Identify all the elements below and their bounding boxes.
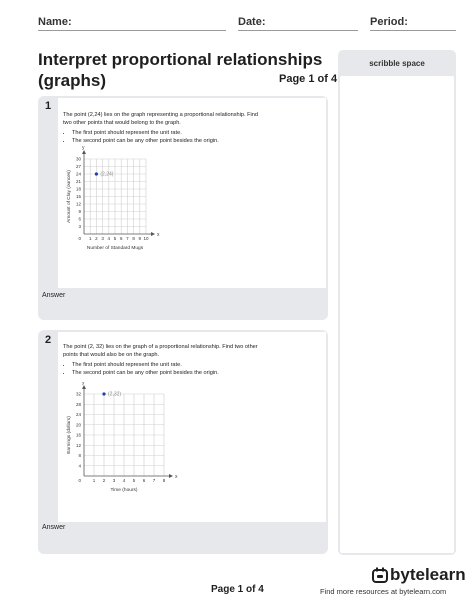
y-tick-label: 8 <box>78 453 81 458</box>
data-point-label: (2,32) <box>108 391 122 398</box>
x-tick-label: 10 <box>143 236 149 241</box>
origin-label: 0 <box>78 478 81 483</box>
prompt-line: points that would also be on the graph. <box>63 352 160 358</box>
y-tick-label: 12 <box>75 201 81 207</box>
title-line-1: Interpret proportional relationships <box>38 50 323 69</box>
page-indicator: Page 1 of 4 <box>279 73 338 85</box>
y-axis-letter: y <box>82 382 85 386</box>
y-tick-label: 12 <box>75 442 81 448</box>
y-tick-label: 27 <box>75 164 81 169</box>
bytelearn-logo-icon <box>372 567 388 588</box>
x-tick-label: 3 <box>112 478 116 483</box>
x-tick-label: 3 <box>101 236 104 241</box>
x-tick-label: 1 <box>88 236 92 241</box>
question-prompt <box>63 343 258 377</box>
x-tick-label: 7 <box>152 478 156 483</box>
question-number: 2 <box>45 334 52 346</box>
x-tick-label: 4 <box>107 236 111 241</box>
x-tick-label: 2 <box>102 478 106 483</box>
x-tick-label: 9 <box>138 236 142 241</box>
y-tick-label: 24 <box>75 412 81 417</box>
y-axis-title: Amount of Clay (ounces) <box>67 170 72 223</box>
origin-label: 0 <box>78 236 81 241</box>
question-number: 1 <box>45 100 52 112</box>
answer-label: Answer <box>42 524 66 531</box>
question-prompt <box>63 111 258 145</box>
scribble-label: scribble space <box>369 59 425 68</box>
x-axis-letter: x <box>175 474 178 480</box>
graph-2 <box>58 382 183 500</box>
scribble-panel <box>338 50 456 555</box>
y-axis-letter: y <box>82 146 85 151</box>
name-line[interactable] <box>38 30 226 31</box>
x-tick-label: 8 <box>132 236 135 241</box>
y-axis-title: Earnings (dollars) <box>67 416 72 454</box>
x-tick-label: 4 <box>122 478 126 483</box>
bullet-item: • The first point should represent the unit rate. <box>72 361 258 369</box>
data-point-label: (2,24) <box>100 171 114 178</box>
x-tick-label: 2 <box>95 236 98 241</box>
footer-page-indicator: Page 1 of 4 <box>211 584 264 595</box>
period-label: Period: <box>370 16 408 28</box>
bullet-item: • The second point can be any other point besides the origin. <box>72 369 258 377</box>
y-tick-label: 6 <box>78 216 81 222</box>
question-card-1 <box>38 96 328 320</box>
scribble-area[interactable] <box>340 76 454 553</box>
x-axis-arrow <box>169 474 173 478</box>
bullet-item: • The second point can be any other point besides the origin. <box>72 137 258 145</box>
y-tick-label: 4 <box>78 463 81 469</box>
x-axis-title: Number of Standard Mugs <box>86 246 144 251</box>
brand-logo[interactable] <box>372 565 466 588</box>
y-tick-label: 18 <box>75 186 81 192</box>
answer-label: Answer <box>42 292 66 299</box>
period-line[interactable] <box>370 30 456 31</box>
data-point <box>102 392 105 395</box>
resources-link[interactable]: Find more resources at bytelearn.com <box>320 587 447 596</box>
title-line-2: (graphs) <box>38 71 106 90</box>
y-tick-label: 16 <box>75 432 81 438</box>
y-tick-label: 32 <box>75 391 81 397</box>
y-tick-label: 15 <box>75 194 81 199</box>
x-tick-label: 5 <box>132 478 136 483</box>
x-tick-label: 1 <box>92 478 96 483</box>
y-tick-label: 24 <box>75 171 81 177</box>
x-tick-label: 6 <box>119 236 123 241</box>
prompt-line: The point (2,24) lies on the graph representing a proportional relationship. Find <box>63 112 258 118</box>
y-tick-label: 30 <box>75 156 81 162</box>
y-tick-label: 28 <box>75 401 81 407</box>
x-axis-title: Time (hours) <box>110 488 138 493</box>
x-axis-letter: x <box>157 232 160 238</box>
date-line[interactable] <box>238 30 358 31</box>
date-label: Date: <box>238 16 266 28</box>
name-label: Name: <box>38 16 72 28</box>
x-tick-label: 7 <box>126 236 129 241</box>
prompt-line: The point (2, 32) lies on the graph of a proportional relationship. Find two other <box>63 344 258 350</box>
brand-name: bytelearn <box>390 565 466 584</box>
prompt-line: two other points that would belong to the graph. <box>63 120 181 126</box>
graph-1 <box>58 146 173 258</box>
x-tick-label: 6 <box>142 478 146 483</box>
x-tick-label: 5 <box>113 236 117 241</box>
y-tick-label: 9 <box>78 209 81 214</box>
x-axis-arrow <box>151 232 155 236</box>
y-tick-label: 3 <box>78 224 81 229</box>
x-tick-label: 8 <box>162 478 166 483</box>
bullet-item: • The first point should represent the unit rate. <box>72 129 258 137</box>
question-card-2 <box>38 330 328 554</box>
y-tick-label: 21 <box>75 179 81 184</box>
data-point <box>95 172 98 175</box>
y-tick-label: 20 <box>75 422 81 428</box>
